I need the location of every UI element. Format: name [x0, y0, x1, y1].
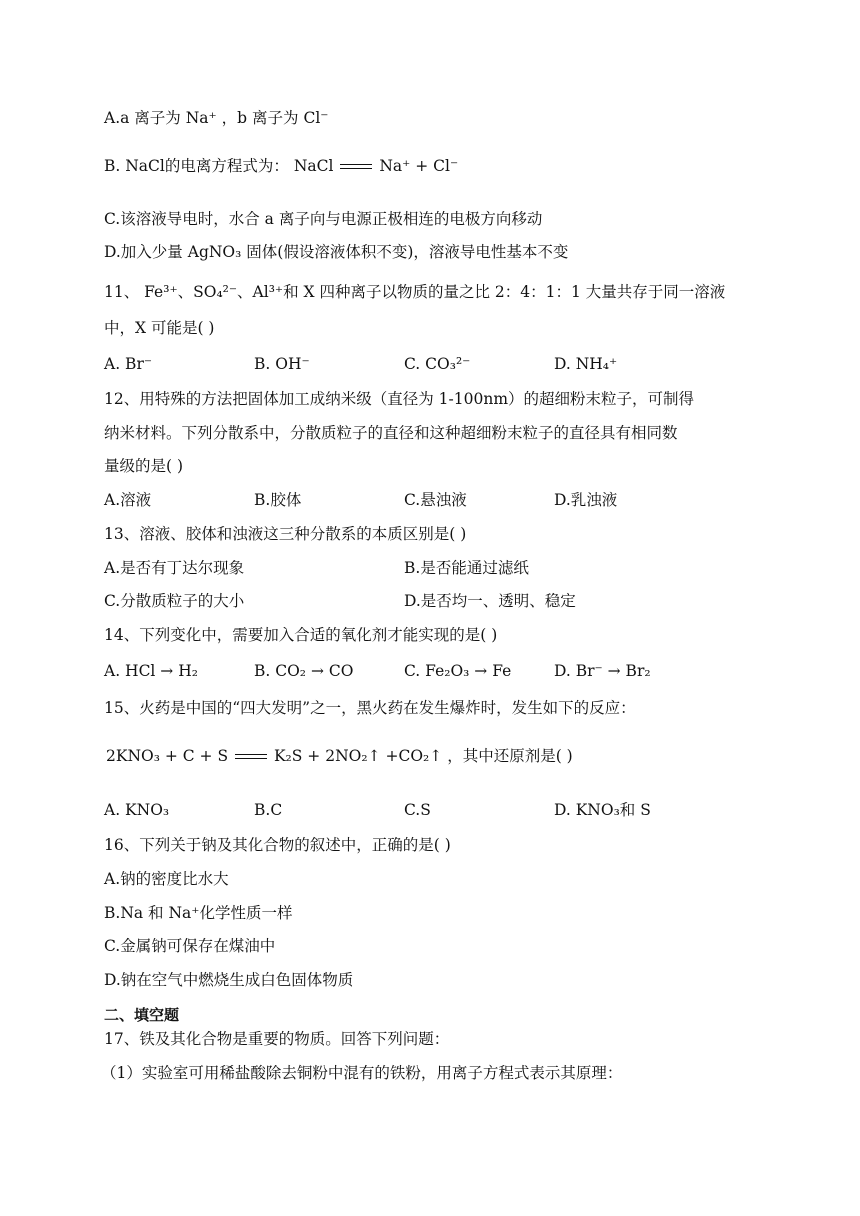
q14-option-b: B. CO₂ → CO — [254, 662, 354, 680]
q14-option-a: A. HCl → H₂ — [104, 662, 198, 680]
q12-stem-line2: 纳米材料。下列分散系中，分散质粒子的直径和这种超细粉末粒子的直径具有相同数 — [104, 424, 678, 442]
q12-stem-line1: 12、用特殊的方法把固体加工成纳米级（直径为 1-100nm）的超细粉末粒子，可制得 — [104, 390, 695, 408]
q16-option-c: C.金属钠可保存在煤油中 — [104, 937, 276, 955]
q10-option-d — [104, 242, 568, 262]
q13-stem: 13、溶液、胶体和浊液这三种分散系的本质区别是( ) — [104, 525, 467, 543]
q11-stem-line1: 11、 Fe³⁺、SO₄²⁻、Al³⁺和 X 四种离子以物质的量之比 2：4：1：1 大量共存于同一溶液 — [104, 283, 726, 301]
q10-option-c: C.该溶液导电时，水合 a 离子向与电源正极相连的电极方向移动 — [104, 210, 543, 228]
q12-stem-line3: 量级的是( ) — [104, 457, 184, 475]
q16-option-b: B.Na 和 Na⁺化学性质一样 — [104, 904, 293, 922]
q12-option-d: D.乳浊液 — [554, 491, 618, 509]
silver-nitrate-formula: AgNO₃ — [187, 243, 242, 261]
q10-option-b — [104, 156, 458, 176]
q12-option-a: A.溶液 — [104, 491, 152, 509]
q10-option-a-text: A.a 离子为 — [104, 109, 181, 127]
q15-stem: 15、火药是中国的“四大发明”之一，黑火药在发生爆炸时，发生如下的反应： — [104, 699, 636, 717]
q15-equation — [106, 746, 573, 766]
q14-option-d: D. Br⁻ → Br₂ — [554, 662, 651, 680]
q12-option-b: B.胶体 — [254, 491, 302, 509]
q15-option-c: C.S — [404, 801, 431, 819]
q15-equation-rhs: K₂S + 2NO₂↑ +CO₂↑ — [273, 747, 443, 765]
q16-option-d: D.钠在空气中燃烧生成白色固体物质 — [104, 971, 354, 989]
q13-option-d: D.是否均一、透明、稳定 — [404, 592, 576, 610]
q13-option-c: C.分散质粒子的大小 — [104, 592, 245, 610]
q17-stem: 17、铁及其化合物是重要的物质。回答下列问题： — [104, 1030, 450, 1048]
q13-option-b: B.是否能通过滤纸 — [404, 559, 529, 577]
q10-option-a-mid: ，b 离子为 — [221, 109, 299, 127]
sodium-ion-formula: Na⁺ — [185, 109, 217, 127]
q15-question-tail: ，其中还原剂是( ) — [447, 747, 573, 765]
q11-option-d: D. NH₄⁺ — [554, 355, 618, 373]
q10-option-d-tail: 固体(假设溶液体积不变)，溶液导电性基本不变 — [246, 243, 569, 261]
q14-option-c: C. Fe₂O₃ → Fe — [404, 662, 512, 680]
equals-sign-icon — [235, 752, 267, 762]
q11-option-b: B. OH⁻ — [254, 355, 310, 373]
equals-sign-icon — [340, 162, 372, 172]
q15-equation-lhs: 2KNO₃ + C + S — [106, 747, 229, 765]
q15-option-b: B.C — [254, 801, 283, 819]
q14-stem: 14、下列变化中，需要加入合适的氧化剂才能实现的是( ) — [104, 626, 498, 644]
q11-stem-line2: 中，X 可能是( ) — [104, 319, 215, 337]
q15-option-a: A. KNO₃ — [104, 801, 170, 819]
section-heading: 二、填空题 — [104, 1006, 180, 1024]
q10-option-d-text: D.加入少量 — [104, 243, 183, 261]
q15-option-d: D. KNO₃和 S — [554, 801, 651, 819]
q10-option-b-rhs: Na⁺ + Cl⁻ — [379, 157, 459, 175]
q10-option-a — [104, 108, 328, 128]
q16-stem: 16、下列关于钠及其化合物的叙述中，正确的是( ) — [104, 836, 451, 854]
q12-option-c: C.悬浊液 — [404, 491, 467, 509]
q17-part1: （1）实验室可用稀盐酸除去铜粉中混有的铁粉，用离子方程式表示其原理： — [101, 1064, 623, 1082]
q10-option-b-lhs: NaCl — [293, 157, 334, 175]
chloride-ion-formula: Cl⁻ — [303, 109, 329, 127]
q11-option-c: C. CO₃²⁻ — [404, 355, 471, 373]
q13-option-a: A.是否有丁达尔现象 — [104, 559, 245, 577]
q10-option-b-text: B. NaCl的电离方程式为： — [104, 157, 289, 175]
q11-option-a: A. Br⁻ — [104, 355, 153, 373]
q16-option-a: A.钠的密度比水大 — [104, 870, 229, 888]
